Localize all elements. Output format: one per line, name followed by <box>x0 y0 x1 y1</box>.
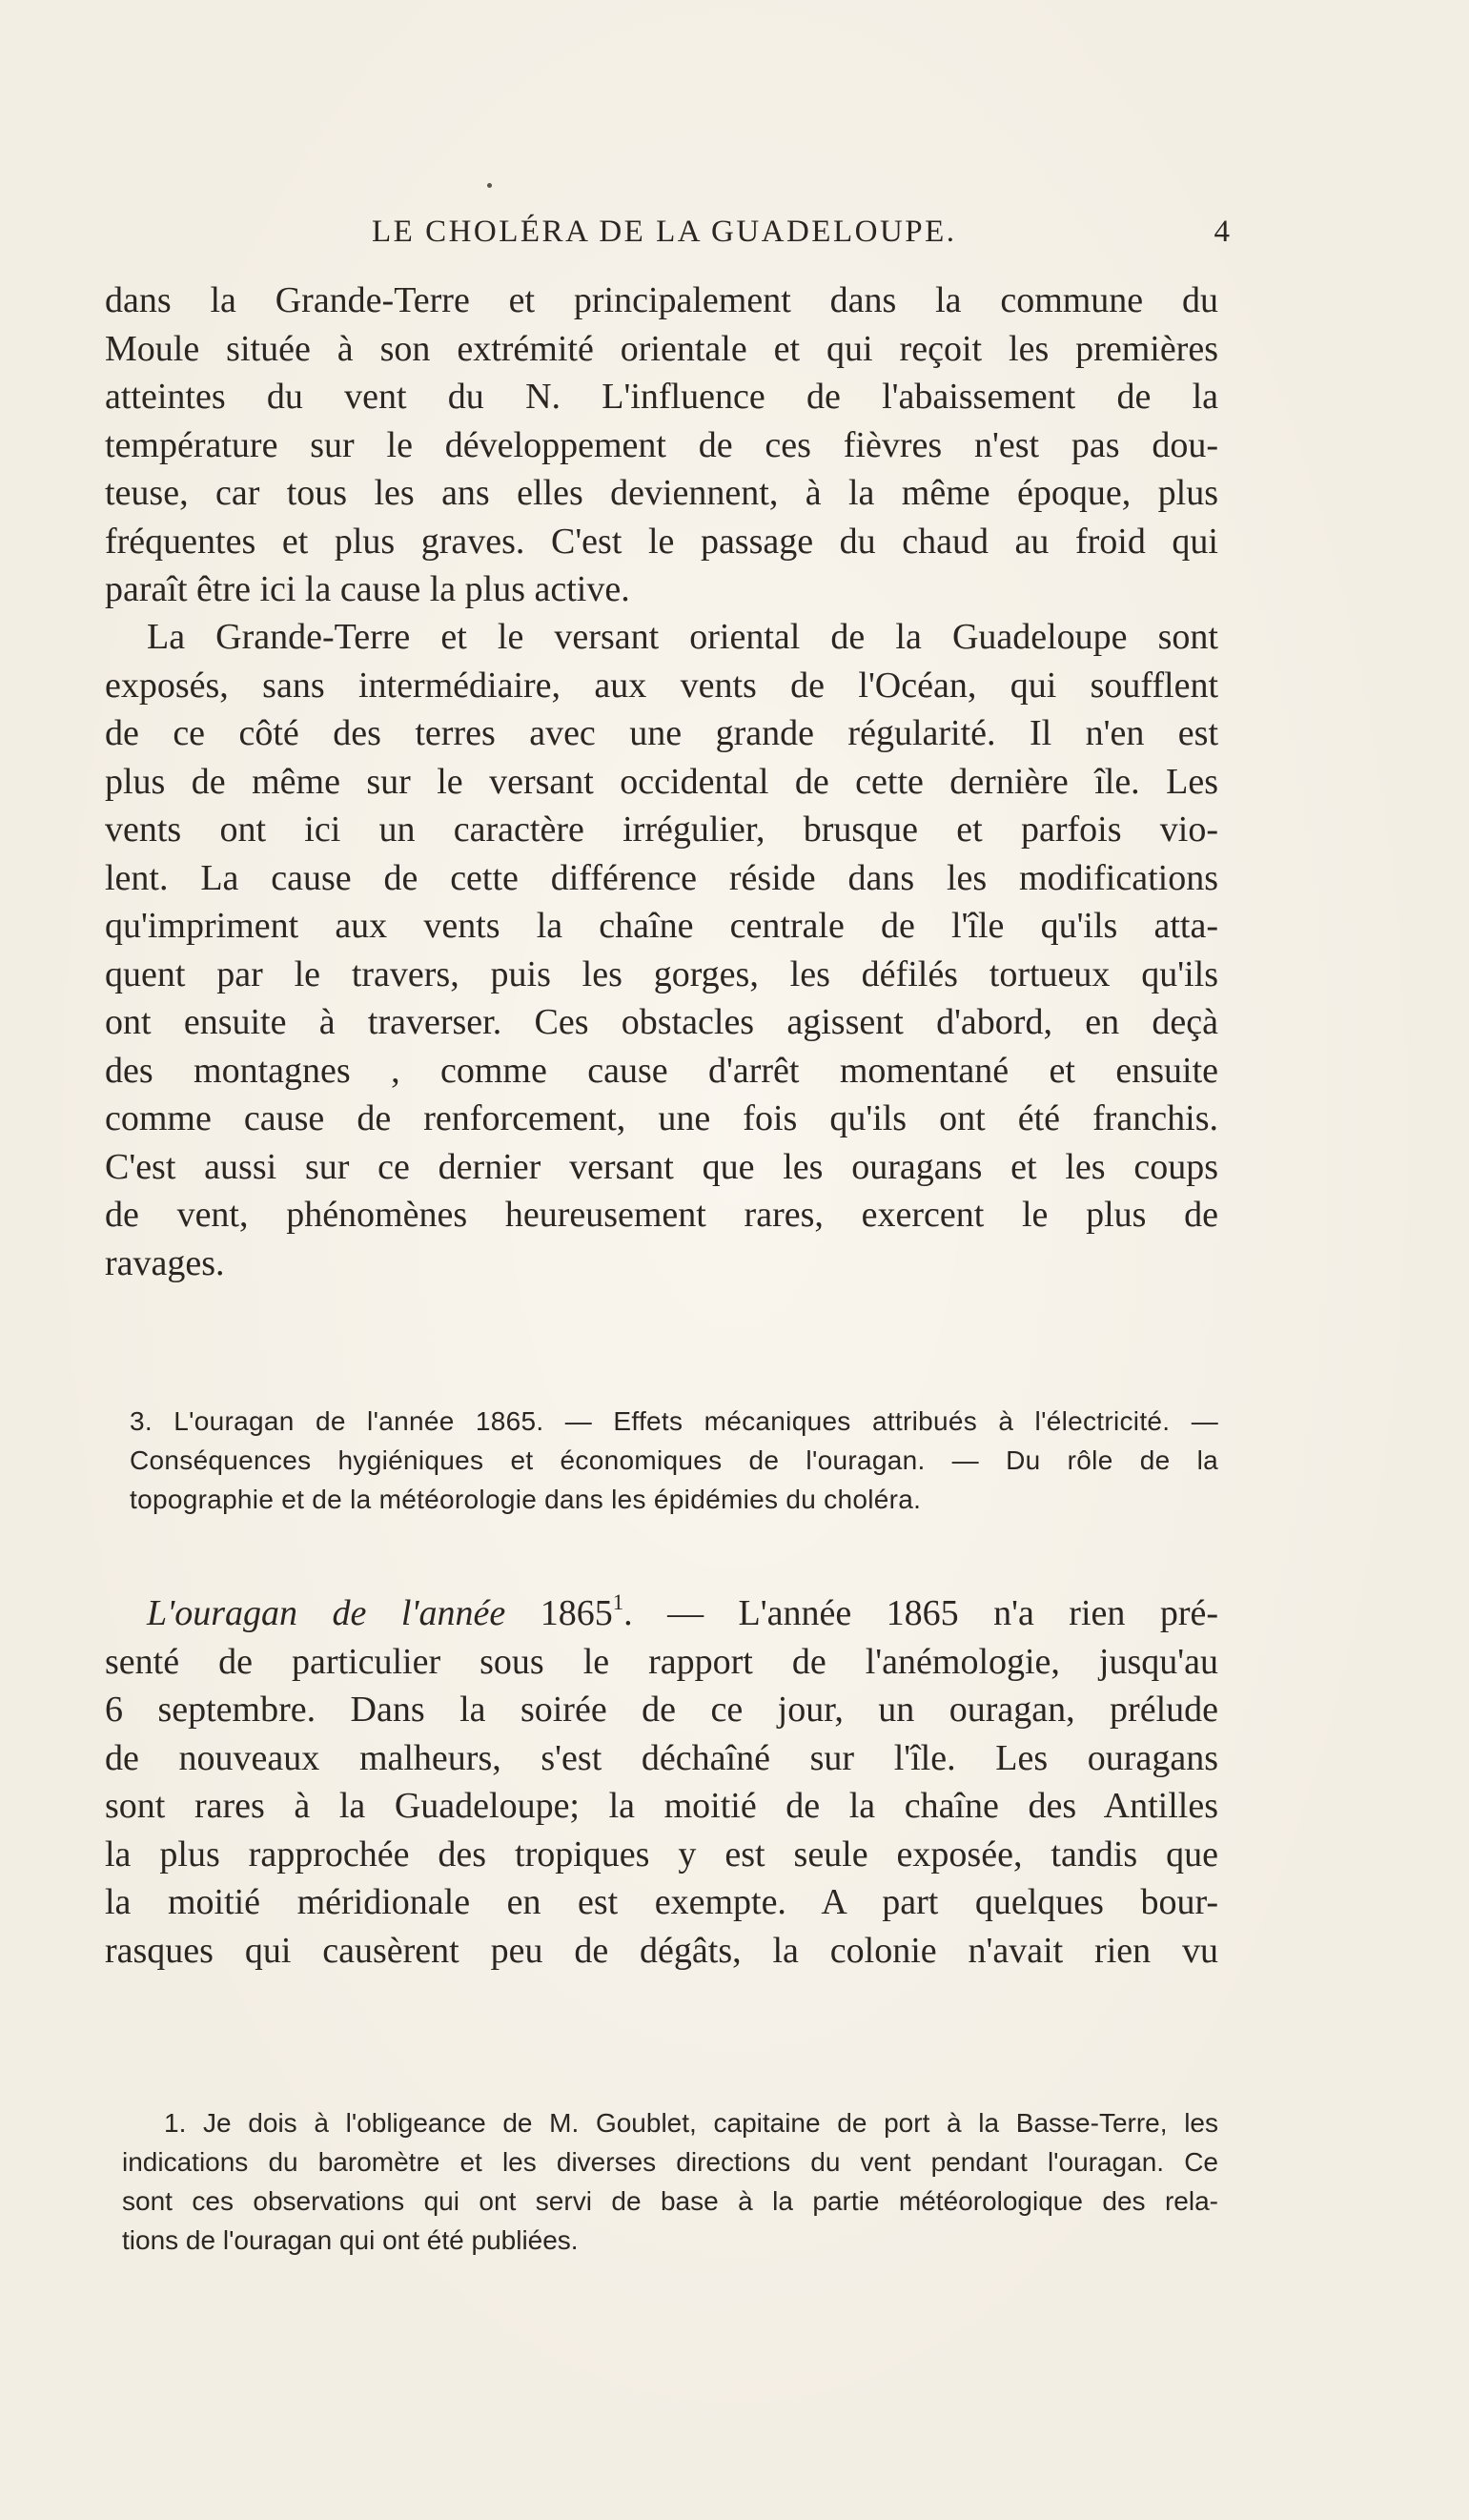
text-line: paraît être ici la cause la plus active. <box>105 569 630 609</box>
running-head <box>105 215 1230 260</box>
run-in-year: 1865 <box>540 1593 613 1633</box>
text-line: quent par le travers, puis les gorges, les défilés tortueux qu'ils <box>105 953 1218 994</box>
footnote-ref: 1 <box>612 1590 624 1615</box>
paragraph-1 <box>105 277 1218 614</box>
text-line: lent. La cause de cette différence réside dans les modifications <box>105 857 1218 898</box>
text-line: sont rares à la Guadeloupe; la moitié de la chaîne des Antilles <box>105 1786 1218 1826</box>
page-number: 4 <box>1214 215 1230 249</box>
footnote <box>122 2103 1218 2260</box>
ink-speck <box>487 183 492 188</box>
text-line: plus de même sur le versant occidental de cette dernière île. Les <box>105 761 1218 802</box>
text-line: atteintes du vent du N. L'influence de l'abaissement de la <box>105 377 1218 417</box>
heading-line: 3. L'ouragan de l'année 1865. — Effets mécaniques attribués à l'électricité. — <box>130 1406 1218 1436</box>
text-line: comme cause de renforcement, une fois qu'ils ont été franchis. <box>105 1098 1218 1138</box>
text-line: ont ensuite à traverser. Ces obstacles agissent d'abord, en deçà <box>105 1002 1218 1042</box>
text-line: senté de particulier sous le rapport de l'anémologie, jusqu'au <box>105 1641 1218 1682</box>
text-line: des montagnes , comme cause d'arrêt momentané et ensuite <box>105 1050 1218 1091</box>
text-line: Moule située à son extrémité orientale et qui reçoit les premières <box>105 328 1218 369</box>
text-line: rasques qui causèrent peu de dégâts, la colonie n'avait rien vu <box>105 1930 1218 1971</box>
text-line: exposés, sans intermédiaire, aux vents de l'Océan, qui soufflent <box>105 665 1218 706</box>
text-line-first <box>105 1589 1218 1638</box>
footnote-line: 1. Je dois à l'obligeance de M. Goublet, capitaine de port à la Basse-Terre, les <box>164 2108 1218 2138</box>
text-line: qu'impriment aux vents la chaîne centrale de l'île qu'ils atta- <box>105 906 1218 946</box>
text-line: teuse, car tous les ans elles deviennent, à la même époque, plus <box>105 473 1218 513</box>
section-heading <box>130 1402 1218 1519</box>
text-line: de nouveaux malheurs, s'est déchaîné sur l'île. Les ouragans <box>105 1737 1218 1778</box>
heading-line: topographie et de la météorologie dans les épidémies du choléra. <box>130 1485 922 1514</box>
footnote-line: sont ces observations qui ont servi de base à la partie météorologique des rela- <box>122 2186 1218 2216</box>
text-line: température sur le développement de ces fièvres n'est pas dou- <box>105 424 1218 465</box>
line-tail: . — L'année 1865 n'a rien pré- <box>623 1593 1218 1633</box>
run-in-title: L'ouragan de l'année <box>147 1593 506 1633</box>
text-line: C'est aussi sur ce dernier versant que les ouragans et les coups <box>105 1146 1218 1187</box>
paragraph-2 <box>105 613 1218 1287</box>
text-line: dans la Grande-Terre et principalement dans la commune du <box>105 280 1218 320</box>
text-line: de ce côté des terres avec une grande régularité. Il n'en est <box>105 713 1218 753</box>
text-line: la moitié méridionale en est exempte. A part quelques bour- <box>105 1882 1218 1922</box>
running-title: LE CHOLÉRA DE LA GUADELOUPE. <box>372 215 957 249</box>
text-line: de vent, phénomènes heureusement rares, exercent le plus de <box>105 1195 1218 1235</box>
text-line: 6 septembre. Dans la soirée de ce jour, un ouragan, prélude <box>105 1690 1218 1730</box>
text-line: vents ont ici un caractère irrégulier, brusque et parfois vio- <box>105 809 1218 850</box>
text-line: fréquentes et plus graves. C'est le passage du chaud au froid qui <box>105 521 1218 562</box>
paragraph-3 <box>105 1589 1218 1975</box>
heading-line: Conséquences hygiéniques et économiques de l'ouragan. — Du rôle de la <box>130 1445 1218 1475</box>
text-line: la plus rapprochée des tropiques y est seule exposée, tandis que <box>105 1834 1218 1875</box>
text-line: La Grande-Terre et le versant oriental de la Guadeloupe sont <box>147 617 1218 657</box>
footnote-line: tions de l'ouragan qui ont été publiées. <box>122 2225 579 2255</box>
footnote-line: indications du baromètre et les diverses directions du vent pendant l'ouragan. Ce <box>122 2147 1218 2177</box>
text-line: ravages. <box>105 1242 225 1283</box>
